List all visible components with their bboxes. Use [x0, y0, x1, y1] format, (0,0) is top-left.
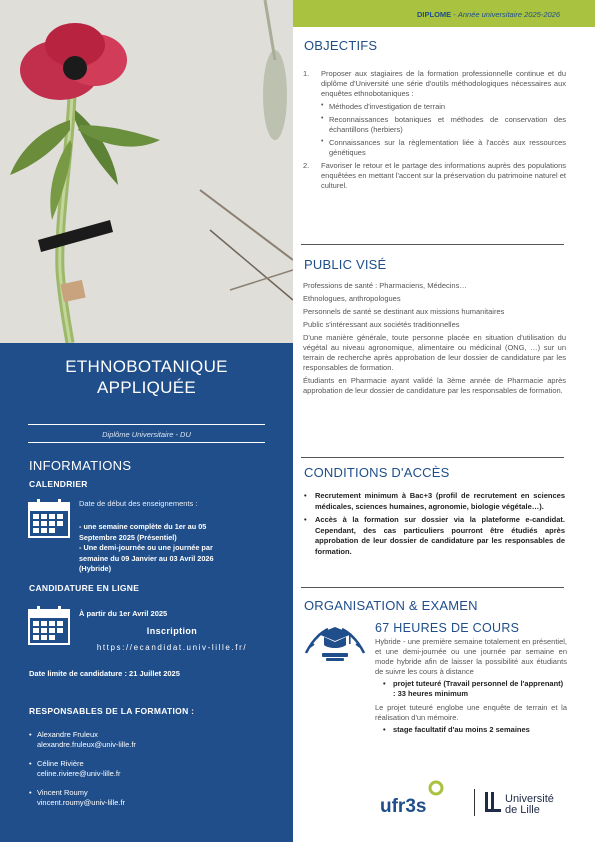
calendar-icon — [28, 605, 70, 645]
organisation-paragraph: Hybride - une première semaine totalement en présentiel, et une demi-journée ou une journée par semaine en mode hybride afin de laisser la possibilité aux étudiants de suivre les cours à distance — [375, 637, 567, 676]
list-item: • Recrutement minimum à Bac+3 (profil de recrutement en sciences médicales, sciences humaines, agronomie, biologie végétale…). — [303, 491, 565, 512]
universite-de-lille-logo — [485, 792, 554, 816]
list-item: • stage facultatif d'au moins 2 semaines — [375, 725, 567, 735]
objective-sublist — [321, 102, 566, 158]
partner-logos — [293, 780, 595, 825]
contact-name: • Céline Rivière — [37, 759, 84, 768]
organisation-heading: ORGANISATION & EXAMEN — [304, 598, 478, 613]
graduation-cap-icon — [302, 623, 368, 663]
contact-name: • Vincent Roumy — [37, 788, 88, 797]
ufr3s-logo — [380, 782, 442, 817]
calendar-line: - une semaine complète du 1er au 05 — [79, 522, 207, 531]
contact-email[interactable]: vincent.roumy@univ-lille.fr — [37, 798, 126, 807]
public-line: Public s'intéressant aux sociétés traditionnelles — [303, 320, 460, 329]
diploma-type: Diplôme Universitaire - DU — [102, 430, 191, 439]
course-hours: 67 HEURES DE COURS — [375, 621, 520, 635]
calendar-dates — [79, 522, 279, 575]
contact-email[interactable]: alexandre.fruleux@univ-lille.fr — [37, 740, 136, 749]
flower-photo — [0, 0, 293, 343]
objectifs-list — [303, 69, 566, 191]
objectifs-heading: OBJECTIFS — [304, 38, 378, 53]
item-number: 1. — [303, 69, 310, 78]
informations-heading: INFORMATIONS — [29, 458, 132, 473]
section-divider — [301, 457, 564, 458]
calendar-heading: CALENDRIER — [29, 479, 88, 489]
list-item — [29, 759, 279, 779]
organisation-details — [375, 637, 567, 739]
conditions-heading: CONDITIONS D'ACCÈS — [304, 465, 450, 480]
title-divider-top — [28, 424, 265, 425]
header-text — [417, 10, 560, 19]
section-divider — [301, 244, 564, 245]
calendar-line: (Hybride) — [79, 564, 112, 573]
responsables-list — [29, 730, 279, 817]
calendar-start-label: Date de début des enseignements : — [79, 499, 198, 508]
header-bar — [293, 0, 595, 27]
candidature-deadline: Date limite de candidature : 21 Juillet 2025 — [29, 669, 180, 678]
public-line: Ethnologues, anthropologues — [303, 294, 401, 303]
inscription-link[interactable]: https://ecandidat.univ-lille.fr/ — [96, 643, 248, 652]
calendar-line: semaine du 09 Janvier au 03 Avril 2026 — [79, 553, 214, 563]
list-item: • Méthodes d'investigation de terrain — [321, 102, 566, 112]
list-item — [29, 730, 279, 750]
program-title-line2: APPLIQUÉE — [96, 378, 197, 397]
list-item: • Connaissances sur la règlementation liée à l'accès aux ressources génétiques — [321, 138, 566, 158]
calendar-line: Septembre 2025 (Présentiel) — [79, 532, 177, 542]
candidature-heading: CANDIDATURE EN LIGNE — [29, 583, 140, 593]
objective-text: Favoriser le retour et le partage des informations auprès des populations enquêtées en mettant l'accent sur la préservation du patrimoine naturel et culturel. — [321, 161, 566, 190]
program-title — [0, 356, 293, 398]
logos-footer — [293, 780, 595, 825]
contact-email[interactable]: celine.riviere@univ-lille.fr — [37, 769, 121, 778]
university-line1: Université — [505, 793, 554, 805]
conditions-list — [303, 491, 565, 560]
list-item — [29, 788, 279, 808]
list-item: • Reconnaissances botaniques et méthodes de conservation des échantillons (herbiers) — [321, 115, 566, 135]
calendar-line: - Une demi-journée ou une journée par — [79, 543, 213, 552]
list-item: • Accès à la formation sur dossier via la plateforme e-candidat. Cependant, des cas particuliers pourront être étudiés après approbation de leur dossier de candidature par les responsables de formation. — [303, 515, 565, 557]
candidature-start: À partir du 1er Avril 2025 — [79, 609, 168, 618]
inscription-label: Inscription — [146, 626, 198, 636]
list-item — [303, 161, 566, 191]
public-list — [303, 281, 566, 399]
organisation-bullets — [375, 725, 567, 735]
logo-separator — [474, 789, 475, 816]
calendar-icon — [28, 498, 70, 538]
public-line: D'une manière générale, toute personne placée en situation d'utilisation du végétal au niveau agronomique, alimentaire ou médicinal (ONG, …) sur un terrain de recherche après approbation de leur dossier de candidature par les responsables de formation. — [303, 333, 566, 372]
title-divider-bottom — [28, 442, 265, 443]
poppy-illustration — [0, 0, 293, 343]
ufr-logo-text: ufr3s — [380, 796, 427, 817]
responsables-heading: RESPONSABLES DE LA FORMATION : — [29, 706, 195, 716]
academic-year: Année universitaire 2025-2026 — [457, 10, 560, 19]
list-item — [303, 69, 566, 158]
program-title-line1: ETHNOBOTANIQUE — [65, 357, 228, 376]
section-divider — [301, 587, 564, 588]
list-item: • projet tuteuré (Travail personnel de l'apprenant) : 33 heures minimum — [375, 679, 567, 699]
public-line: Étudiants en Pharmacie ayant validé la 3ème année de Pharmacie après approbation de leur dossier de candidature par les responsables de formation. — [303, 376, 566, 395]
public-line: Professions de santé : Pharmaciens, Médecins… — [303, 281, 467, 290]
header-separator: - — [451, 10, 458, 19]
diploma-label: DIPLOME — [417, 10, 452, 19]
university-line2: de Lille — [505, 804, 540, 816]
public-line: Personnels de santé se destinant aux missions humanitaires — [303, 307, 505, 316]
info-panel — [0, 343, 293, 842]
organisation-paragraph: Le projet tuteuré englobe une enquête de terrain et la réalisation d'un mémoire. — [375, 703, 567, 722]
objective-text: Proposer aux stagiaires de la formation professionnelle continue et du diplôme d'Université une série d'outils méthodologiques nécessaires aux enquêtes ethnobotaniques : — [321, 69, 566, 98]
item-number: 2. — [303, 161, 310, 170]
public-heading: PUBLIC VISÉ — [304, 257, 387, 272]
contact-name: • Alexandre Fruleux — [37, 730, 98, 739]
left-column — [0, 0, 293, 842]
organisation-bullets — [375, 679, 567, 699]
